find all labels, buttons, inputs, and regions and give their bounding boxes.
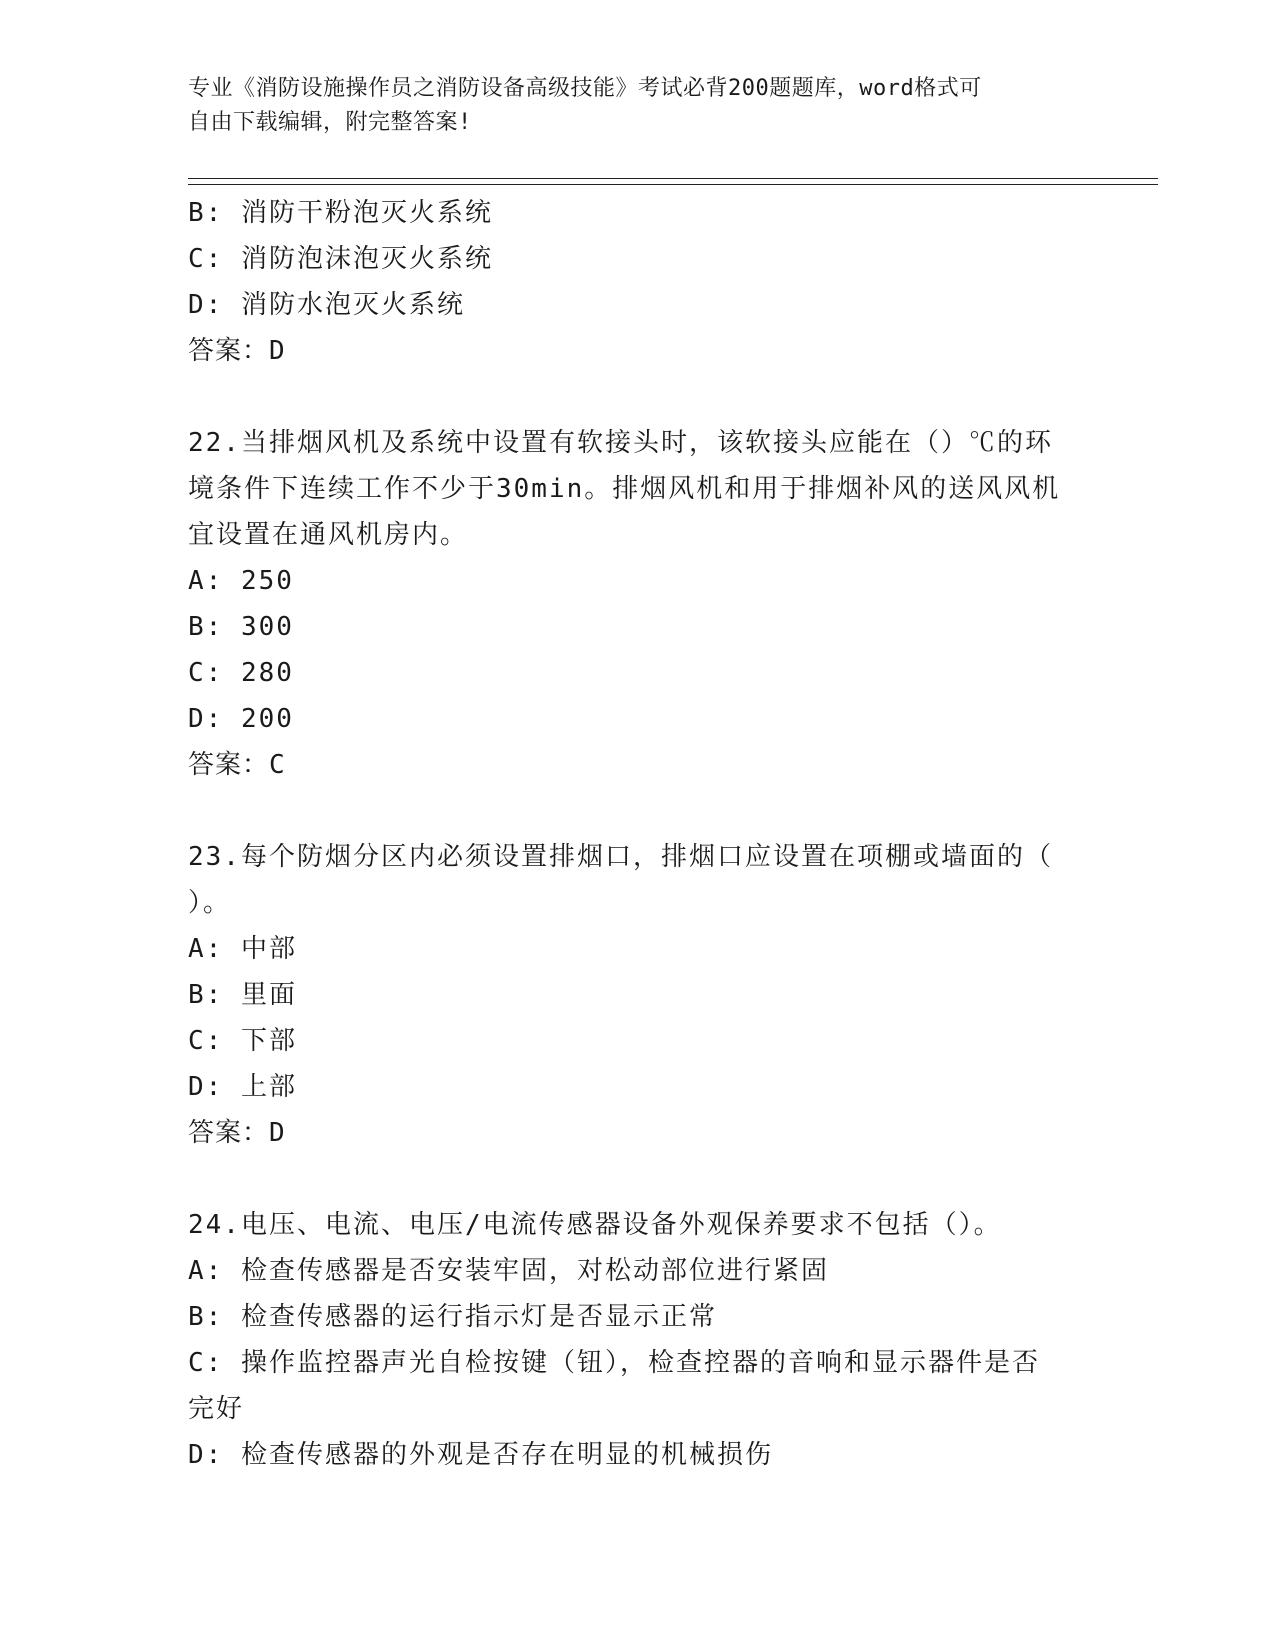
question-23: [188, 834, 1088, 1156]
option-d: D: 上部: [188, 1072, 297, 1102]
option-c: C: 280: [188, 658, 294, 688]
question-21-tail: [188, 190, 1088, 374]
option-b: B: 消防干粉泡灭火系统: [188, 198, 493, 228]
option-b: B: 检查传感器的运行指示灯是否显示正常: [188, 1302, 717, 1332]
question-text-line: 宜设置在通风机房内。: [188, 520, 469, 550]
option-c-continued: 完好: [188, 1394, 245, 1424]
question-text-line: 22.当排烟风机及系统中设置有软接头时，该软接头应能在（）℃的环: [188, 428, 1053, 458]
option-a: A: 250: [188, 566, 294, 596]
question-text-line: ）。: [188, 888, 232, 918]
header-line-2: 自由下载编辑，附完整答案!: [188, 110, 472, 135]
answer-line: 答案：D: [188, 336, 286, 366]
page-header: [188, 72, 1088, 140]
option-b: B: 300: [188, 612, 294, 642]
option-c: C: 操作监控器声光自检按键（钮），检查控器的音响和显示器件是否: [188, 1348, 1040, 1378]
option-d: D: 消防水泡灭火系统: [188, 290, 465, 320]
header-divider-top: [188, 178, 1158, 179]
option-d: D: 200: [188, 704, 294, 734]
spacer: [188, 788, 1088, 834]
option-b: B: 里面: [188, 980, 297, 1010]
answer-line: 答案：D: [188, 1118, 286, 1148]
option-c: C: 消防泡沫泡灭火系统: [188, 244, 493, 274]
answer-line: 答案：C: [188, 750, 286, 780]
spacer: [188, 1156, 1088, 1202]
question-content: [188, 190, 1088, 1478]
option-d: D: 检查传感器的外观是否存在明显的机械损伤: [188, 1440, 773, 1470]
question-22: [188, 420, 1088, 788]
option-a: A: 检查传感器是否安装牢固，对松动部位进行紧固: [188, 1256, 829, 1286]
option-a: A: 中部: [188, 934, 297, 964]
spacer: [188, 374, 1088, 420]
option-c: C: 下部: [188, 1026, 297, 1056]
header-divider-bottom: [188, 184, 1158, 185]
question-text-line: 境条件下连续工作不少于30min。排烟风机和用于排烟补风的送风风机: [188, 474, 1061, 504]
question-text-line: 23.每个防烟分区内必须设置排烟口，排烟口应设置在项棚或墙面的（: [188, 842, 1053, 872]
header-line-1: 专业《消防设施操作员之消防设备高级技能》考试必背200题题库，word格式可: [188, 76, 982, 101]
question-text-line: 24.电压、电流、电压/电流传感器设备外观保养要求不包括（）。: [188, 1210, 1002, 1240]
question-24: [188, 1202, 1088, 1478]
